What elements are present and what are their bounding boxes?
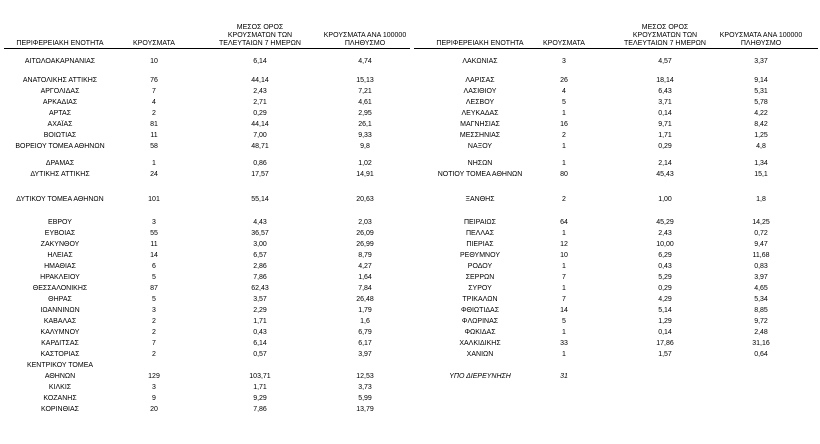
row-cases-cell: 101 bbox=[148, 196, 160, 203]
row-avg-cell: 2,14 bbox=[658, 160, 672, 167]
row-cases-cell: 3 bbox=[562, 58, 566, 65]
row-cases-cell: 6 bbox=[152, 263, 156, 270]
row-avg-cell: 0,29 bbox=[253, 110, 267, 117]
row-name-cell: ΑΡΓΟΛΙΔΑΣ bbox=[40, 88, 80, 95]
row-avg-cell: 0,57 bbox=[253, 351, 267, 358]
row-per-cell: 6,17 bbox=[358, 340, 372, 347]
row-per-cell: 2,95 bbox=[358, 110, 372, 117]
row-avg-cell: 6,14 bbox=[253, 340, 267, 347]
row-per-cell: 14,25 bbox=[752, 219, 770, 226]
row-per-cell: 2,48 bbox=[754, 329, 768, 336]
row-avg-cell: 2,43 bbox=[253, 88, 267, 95]
row-name-cell: ΛΕΥΚΑΔΑΣ bbox=[461, 110, 499, 117]
row-per-cell: 11,68 bbox=[752, 252, 770, 259]
row-avg-cell: 3,71 bbox=[658, 99, 672, 106]
row-name-cell: ΑΡΤΑΣ bbox=[48, 110, 72, 117]
row-name-cell: ΚΙΛΚΙΣ bbox=[48, 384, 72, 391]
row-cases-cell: 76 bbox=[150, 77, 158, 84]
row-name-cell: ΚΟΖΑΝΗΣ bbox=[43, 395, 77, 402]
row-name-cell: ΒΟΡΕΙΟΥ ΤΟΜΕΑ ΑΘΗΝΩΝ bbox=[15, 143, 105, 150]
row-name-cell: ΙΩΑΝΝΙΝΩΝ bbox=[40, 307, 80, 314]
row-avg-cell: 2,71 bbox=[253, 99, 267, 106]
row-cases-cell: 80 bbox=[560, 171, 568, 178]
row-cases-cell: 129 bbox=[148, 373, 160, 380]
header-rule-right bbox=[414, 48, 818, 49]
row-avg-cell: 3,00 bbox=[253, 241, 267, 248]
row-avg-cell: 1,29 bbox=[658, 318, 672, 325]
row-name-cell: ΗΡΑΚΛΕΙΟΥ bbox=[40, 274, 80, 281]
row-cases-cell: 14 bbox=[150, 252, 158, 259]
row-cases-cell: 4 bbox=[152, 99, 156, 106]
row-avg-cell: 7,86 bbox=[253, 274, 267, 281]
row-per-cell: 26,99 bbox=[356, 241, 374, 248]
row-avg-cell: 9,71 bbox=[658, 121, 672, 128]
row-cases-cell: 64 bbox=[560, 219, 568, 226]
row-avg-cell: 55,14 bbox=[251, 196, 269, 203]
header-avg-right: ΜΕΣΟΣ ΟΡΟΣ ΚΡΟΥΣΜΑΤΩΝ ΤΩΝ ΤΕΛΕΥΤΑΙΩΝ 7 ΗΜΕΡΩΝ bbox=[624, 24, 706, 47]
row-avg-cell: 6,57 bbox=[253, 252, 267, 259]
header-cases-right: ΚΡΟΥΣΜΑΤΑ bbox=[543, 40, 585, 47]
row-per-cell: 15,13 bbox=[356, 77, 374, 84]
row-name-cell: ΣΕΡΡΩΝ bbox=[465, 274, 495, 281]
row-per-cell: 9,47 bbox=[754, 241, 768, 248]
row-name-cell: ΚΑΛΥΜΝΟΥ bbox=[40, 329, 80, 336]
row-name-cell: ΚΑΡΔΙΤΣΑΣ bbox=[41, 340, 79, 347]
row-per-cell: 0,83 bbox=[754, 263, 768, 270]
row-avg-cell: 5,29 bbox=[658, 274, 672, 281]
row-name-cell: ΑΧΑΪΑΣ bbox=[47, 121, 73, 128]
row-per-cell: 13,79 bbox=[356, 406, 374, 413]
row-avg-cell: 0,29 bbox=[658, 285, 672, 292]
row-avg-cell: 4,29 bbox=[658, 296, 672, 303]
row-per-cell: 6,79 bbox=[358, 329, 372, 336]
row-cases-cell: 2 bbox=[562, 132, 566, 139]
row-avg-cell: 1,71 bbox=[253, 318, 267, 325]
row-avg-cell: 10,00 bbox=[656, 241, 674, 248]
row-name-cell: ΛΕΣΒΟΥ bbox=[465, 99, 495, 106]
header-region-right: ΠΕΡΙΦΕΡΕΙΑΚΗ ΕΝΟΤΗΤΑ bbox=[436, 40, 524, 47]
row-avg-cell: 36,57 bbox=[251, 230, 269, 237]
row-per-cell: 4,27 bbox=[358, 263, 372, 270]
row-cases-cell: 2 bbox=[152, 351, 156, 358]
row-per-cell: 9,72 bbox=[754, 318, 768, 325]
row-per-cell: 3,37 bbox=[754, 58, 768, 65]
row-cases-cell: 20 bbox=[150, 406, 158, 413]
row-name-cell: ΜΕΣΣΗΝΙΑΣ bbox=[459, 132, 501, 139]
row-name-cell: ΘΕΣΣΑΛΟΝΙΚΗΣ bbox=[32, 285, 88, 292]
row-per-cell: 7,21 bbox=[358, 88, 372, 95]
row-name-cell: ΠΕΛΛΑΣ bbox=[465, 230, 495, 237]
row-per-cell: 1,02 bbox=[358, 160, 372, 167]
row-per-cell: 5,99 bbox=[358, 395, 372, 402]
row-per-cell: 1,79 bbox=[358, 307, 372, 314]
row-avg-cell: 2,43 bbox=[658, 230, 672, 237]
row-avg-cell: 45,29 bbox=[656, 219, 674, 226]
row-avg-cell: 44,14 bbox=[251, 77, 269, 84]
row-name-cell: ΑΙΤΩΛΟΑΚΑΡΝΑΝΙΑΣ bbox=[24, 58, 96, 65]
row-name-cell: ΦΘΙΩΤΙΔΑΣ bbox=[460, 307, 500, 314]
row-name-cell: ΝΗΣΩΝ bbox=[467, 160, 493, 167]
row-avg-cell: 17,57 bbox=[251, 171, 269, 178]
header-cases-left: ΚΡΟΥΣΜΑΤΑ bbox=[133, 40, 175, 47]
row-name-cell: ΘΗΡΑΣ bbox=[48, 296, 72, 303]
row-cases-cell: 2 bbox=[152, 318, 156, 325]
row-cases-cell: 3 bbox=[152, 219, 156, 226]
row-cases-cell: 2 bbox=[152, 329, 156, 336]
row-avg-cell: 0,43 bbox=[253, 329, 267, 336]
row-avg-cell: 2,29 bbox=[253, 307, 267, 314]
row-cases-cell: 7 bbox=[562, 296, 566, 303]
row-cases-cell: 33 bbox=[560, 340, 568, 347]
row-cases-cell: 1 bbox=[562, 329, 566, 336]
row-name-cell: ΒΟΙΩΤΙΑΣ bbox=[43, 132, 77, 139]
row-per-cell: 26,09 bbox=[356, 230, 374, 237]
row-cases-cell: 5 bbox=[562, 318, 566, 325]
row-per-cell: 4,74 bbox=[358, 58, 372, 65]
row-name-cell: ΚΑΣΤΟΡΙΑΣ bbox=[40, 351, 80, 358]
row-cases-cell: 55 bbox=[150, 230, 158, 237]
row-per-cell: 1,25 bbox=[754, 132, 768, 139]
header-rule-left bbox=[4, 48, 410, 49]
row-name-cell: ΔΥΤΙΚΟΥ ΤΟΜΕΑ ΑΘΗΝΩΝ bbox=[16, 196, 104, 203]
row-name-cell: ΔΡΑΜΑΣ bbox=[45, 160, 75, 167]
row-per-cell: 4,61 bbox=[358, 99, 372, 106]
row-avg-cell: 17,86 bbox=[656, 340, 674, 347]
row-name-cell: ΡΕΘΥΜΝΟΥ bbox=[459, 252, 501, 259]
row-per-cell: 3,97 bbox=[754, 274, 768, 281]
row-per-cell: 3,73 bbox=[358, 384, 372, 391]
row-per-cell: 5,78 bbox=[754, 99, 768, 106]
row-per-cell: 0,64 bbox=[754, 351, 768, 358]
row-cases-cell: 1 bbox=[562, 351, 566, 358]
row-cases-cell: 9 bbox=[152, 395, 156, 402]
row-avg-cell: 1,57 bbox=[658, 351, 672, 358]
row-avg-cell: 0,29 bbox=[658, 143, 672, 150]
row-name-cell: ΜΑΓΝΗΣΙΑΣ bbox=[460, 121, 500, 128]
row-cases-cell: 1 bbox=[562, 143, 566, 150]
row-name-cell: ΗΜΑΘΙΑΣ bbox=[44, 263, 76, 270]
row-name-cell: ΦΩΚΙΔΑΣ bbox=[464, 329, 496, 336]
row-avg-cell: 48,71 bbox=[251, 143, 269, 150]
row-avg-cell: 7,86 bbox=[253, 406, 267, 413]
row-per-cell: 8,42 bbox=[754, 121, 768, 128]
row-avg-cell: 2,86 bbox=[253, 263, 267, 270]
row-avg-cell: 4,43 bbox=[253, 219, 267, 226]
row-name-cell: ΦΛΩΡΙΝΑΣ bbox=[461, 318, 499, 325]
row-cases-cell: 1 bbox=[562, 160, 566, 167]
row-per-cell: 8,79 bbox=[358, 252, 372, 259]
row-name-cell: ΚΑΒΑΛΑΣ bbox=[43, 318, 77, 325]
row-avg-cell: 62,43 bbox=[251, 285, 269, 292]
row-cases-cell: 4 bbox=[562, 88, 566, 95]
row-name-cell: ΤΡΙΚΑΛΩΝ bbox=[462, 296, 498, 303]
row-avg-cell: 6,43 bbox=[658, 88, 672, 95]
row-per-cell: 0,72 bbox=[754, 230, 768, 237]
row-name-cell: ΡΟΔΟΥ bbox=[467, 263, 493, 270]
row-per-cell: 1,6 bbox=[360, 318, 370, 325]
row-name-cell: ΧΑΝΙΩΝ bbox=[466, 351, 494, 358]
row-cases-cell: 1 bbox=[152, 160, 156, 167]
row-per-cell: 15,1 bbox=[754, 171, 768, 178]
row-per-cell: 5,31 bbox=[754, 88, 768, 95]
row-per-cell: 7,84 bbox=[358, 285, 372, 292]
row-name-cell: ΑΘΗΝΩΝ bbox=[44, 373, 76, 380]
row-avg-cell: 1,71 bbox=[658, 132, 672, 139]
header-perk-right: ΚΡΟΥΣΜΑΤΑ ΑΝΑ 100000 ΠΛΗΘΥΣΜΟ bbox=[719, 32, 803, 47]
row-name-cell: ΚΟΡΙΝΘΙΑΣ bbox=[41, 406, 79, 413]
row-cases-cell: 16 bbox=[560, 121, 568, 128]
row-cases-cell: 1 bbox=[562, 263, 566, 270]
row-cases-cell: 81 bbox=[150, 121, 158, 128]
row-per-cell: 14,91 bbox=[356, 171, 374, 178]
row-cases-cell: 7 bbox=[562, 274, 566, 281]
row-name-cell: ΠΙΕΡΙΑΣ bbox=[466, 241, 494, 248]
row-avg-cell: 6,14 bbox=[253, 58, 267, 65]
row-name-cell: ΖΑΚΥΝΘΟΥ bbox=[40, 241, 80, 248]
row-avg-cell: 0,14 bbox=[658, 329, 672, 336]
row-per-cell: 1,34 bbox=[754, 160, 768, 167]
row-cases-cell: 31 bbox=[560, 373, 568, 380]
row-name-cell: ΑΝΑΤΟΛΙΚΗΣ ΑΤΤΙΚΗΣ bbox=[22, 77, 98, 84]
row-avg-cell: 0,14 bbox=[658, 110, 672, 117]
row-avg-cell: 0,86 bbox=[253, 160, 267, 167]
header-avg-left: ΜΕΣΟΣ ΟΡΟΣ ΚΡΟΥΣΜΑΤΩΝ ΤΩΝ ΤΕΛΕΥΤΑΙΩΝ 7 ΗΜΕΡΩΝ bbox=[219, 24, 301, 47]
row-name-cell: ΝΟΤΙΟΥ ΤΟΜΕΑ ΑΘΗΝΩΝ bbox=[437, 171, 523, 178]
row-name-cell: ΕΥΒΟΙΑΣ bbox=[44, 230, 76, 237]
row-cases-cell: 12 bbox=[560, 241, 568, 248]
row-name-cell: ΞΑΝΘΗΣ bbox=[465, 196, 495, 203]
row-per-cell: 26,1 bbox=[358, 121, 372, 128]
row-name-cell: ΥΠΟ ΔΙΕΡΕΥΝΗΣΗ bbox=[449, 373, 511, 380]
row-per-cell: 1,64 bbox=[358, 274, 372, 281]
row-cases-cell: 1 bbox=[562, 230, 566, 237]
row-name-cell: ΛΑΡΙΣΑΣ bbox=[465, 77, 495, 84]
row-avg-cell: 44,14 bbox=[251, 121, 269, 128]
row-cases-cell: 7 bbox=[152, 88, 156, 95]
row-avg-cell: 103,71 bbox=[249, 373, 271, 380]
header-perk-left: ΚΡΟΥΣΜΑΤΑ ΑΝΑ 100000 ΠΛΗΘΥΣΜΟ bbox=[323, 32, 407, 47]
row-cases-cell: 24 bbox=[150, 171, 158, 178]
row-cases-cell: 10 bbox=[150, 58, 158, 65]
row-name-cell: ΣΥΡΟΥ bbox=[468, 285, 492, 292]
row-cases-cell: 7 bbox=[152, 340, 156, 347]
row-avg-cell: 9,29 bbox=[253, 395, 267, 402]
row-cases-cell: 26 bbox=[560, 77, 568, 84]
row-cases-cell: 10 bbox=[560, 252, 568, 259]
row-avg-cell: 6,29 bbox=[658, 252, 672, 259]
row-avg-cell: 3,57 bbox=[253, 296, 267, 303]
row-per-cell: 9,14 bbox=[754, 77, 768, 84]
row-name-cell: ΚΕΝΤΡΙΚΟΥ ΤΟΜΕΑ bbox=[26, 362, 94, 369]
row-cases-cell: 5 bbox=[562, 99, 566, 106]
row-per-cell: 9,8 bbox=[360, 143, 370, 150]
row-name-cell: ΛΑΚΩΝΙΑΣ bbox=[462, 58, 498, 65]
row-per-cell: 2,03 bbox=[358, 219, 372, 226]
row-avg-cell: 4,57 bbox=[658, 58, 672, 65]
row-per-cell: 4,8 bbox=[756, 143, 766, 150]
row-name-cell: ΝΑΞΟΥ bbox=[467, 143, 493, 150]
row-name-cell: ΧΑΛΚΙΔΙΚΗΣ bbox=[459, 340, 501, 347]
row-per-cell: 3,97 bbox=[358, 351, 372, 358]
row-avg-cell: 7,00 bbox=[253, 132, 267, 139]
row-name-cell: ΑΡΚΑΔΙΑΣ bbox=[42, 99, 78, 106]
row-cases-cell: 3 bbox=[152, 307, 156, 314]
row-cases-cell: 1 bbox=[562, 110, 566, 117]
row-avg-cell: 1,71 bbox=[253, 384, 267, 391]
row-name-cell: ΗΛΕΙΑΣ bbox=[47, 252, 73, 259]
row-name-cell: ΕΒΡΟΥ bbox=[48, 219, 72, 226]
row-avg-cell: 0,43 bbox=[658, 263, 672, 270]
row-avg-cell: 18,14 bbox=[656, 77, 674, 84]
row-cases-cell: 14 bbox=[560, 307, 568, 314]
row-per-cell: 4,22 bbox=[754, 110, 768, 117]
row-per-cell: 9,33 bbox=[358, 132, 372, 139]
row-name-cell: ΛΑΣΙΘΙΟΥ bbox=[463, 88, 497, 95]
row-per-cell: 1,8 bbox=[756, 196, 766, 203]
row-cases-cell: 2 bbox=[152, 110, 156, 117]
row-per-cell: 26,48 bbox=[356, 296, 374, 303]
row-avg-cell: 1,00 bbox=[658, 196, 672, 203]
row-per-cell: 5,34 bbox=[754, 296, 768, 303]
row-per-cell: 12,53 bbox=[356, 373, 374, 380]
row-name-cell: ΠΕΙΡΑΙΩΣ bbox=[464, 219, 496, 226]
row-cases-cell: 2 bbox=[562, 196, 566, 203]
row-avg-cell: 5,14 bbox=[658, 307, 672, 314]
row-cases-cell: 58 bbox=[150, 143, 158, 150]
row-cases-cell: 1 bbox=[562, 285, 566, 292]
row-name-cell: ΔΥΤΙΚΗΣ ΑΤΤΙΚΗΣ bbox=[30, 171, 90, 178]
row-per-cell: 20,63 bbox=[356, 196, 374, 203]
row-per-cell: 31,16 bbox=[752, 340, 770, 347]
row-cases-cell: 11 bbox=[150, 132, 158, 139]
row-avg-cell: 45,43 bbox=[656, 171, 674, 178]
row-cases-cell: 11 bbox=[150, 241, 158, 248]
row-cases-cell: 5 bbox=[152, 274, 156, 281]
row-cases-cell: 5 bbox=[152, 296, 156, 303]
row-cases-cell: 87 bbox=[150, 285, 158, 292]
header-region-left: ΠΕΡΙΦΕΡΕΙΑΚΗ ΕΝΟΤΗΤΑ bbox=[16, 40, 104, 47]
row-per-cell: 8,85 bbox=[754, 307, 768, 314]
row-cases-cell: 3 bbox=[152, 384, 156, 391]
row-per-cell: 4,65 bbox=[754, 285, 768, 292]
